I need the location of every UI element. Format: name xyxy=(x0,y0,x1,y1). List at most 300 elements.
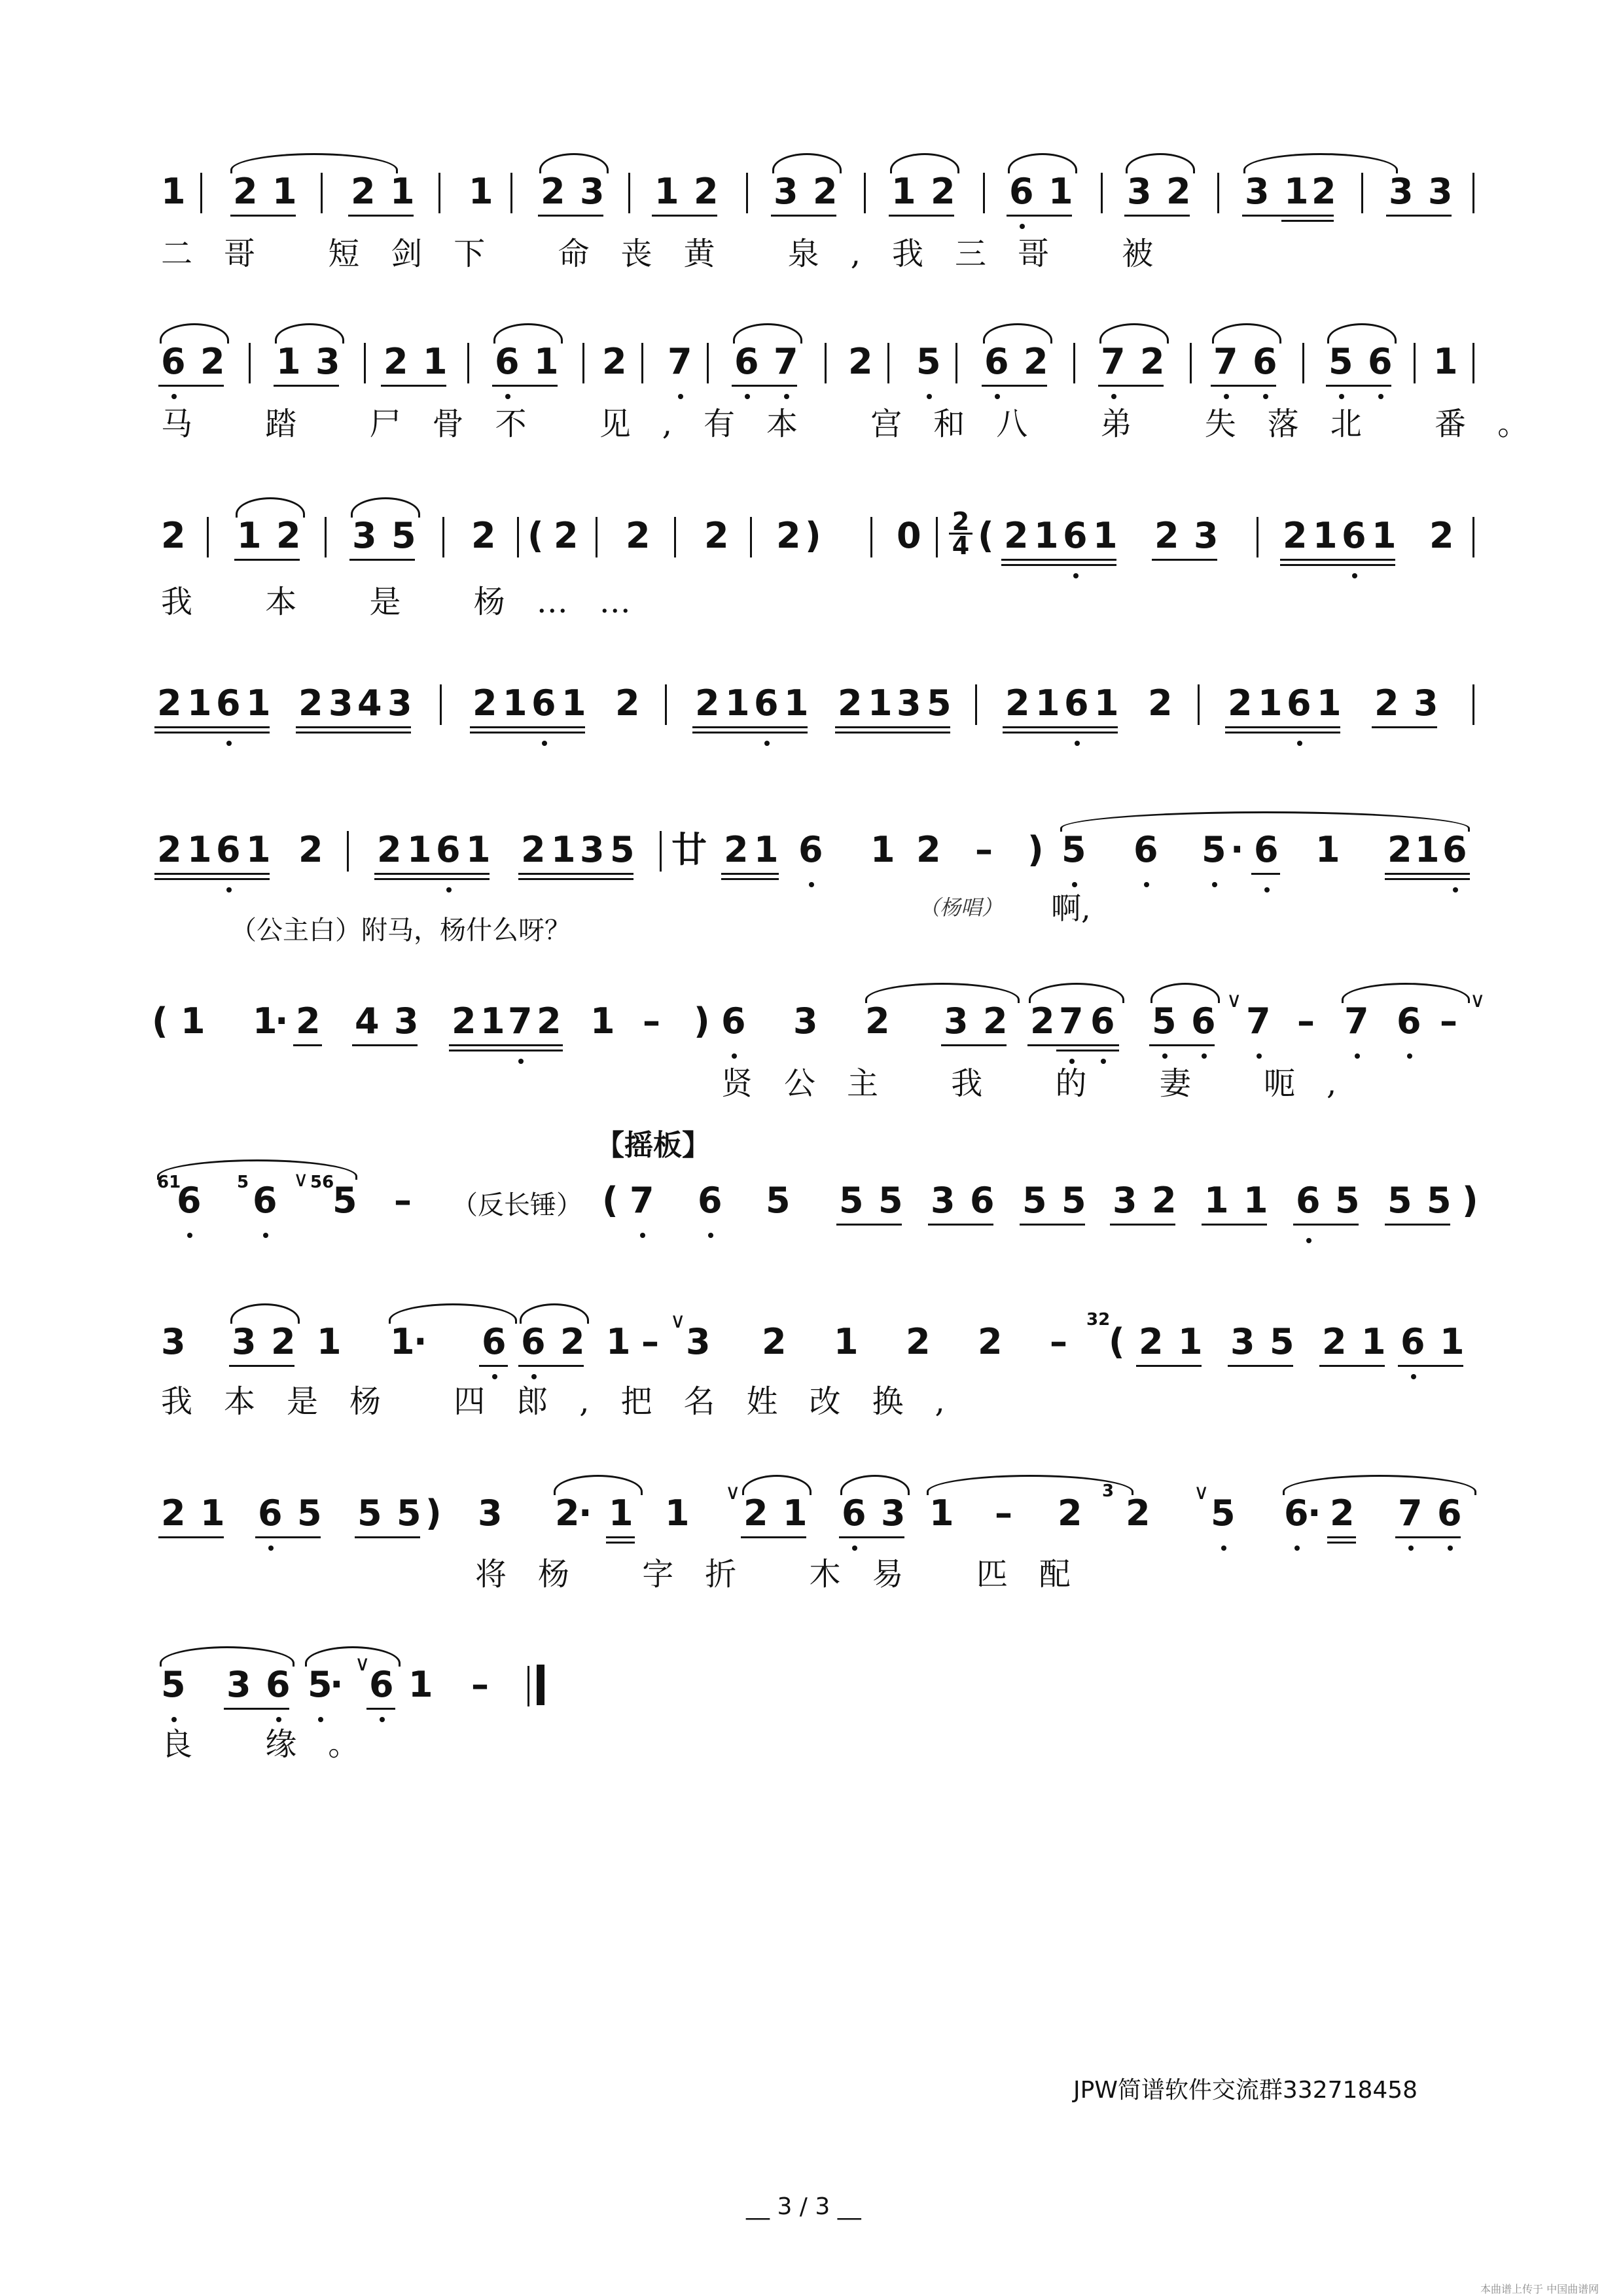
lyric-row-8 xyxy=(157,1382,1479,1428)
dash: – xyxy=(1440,1000,1457,1042)
underline xyxy=(1398,1365,1463,1367)
note: 5 xyxy=(391,515,416,556)
note: 1 xyxy=(1243,1180,1268,1221)
low-dot xyxy=(276,1717,281,1722)
low-dot xyxy=(1453,887,1458,892)
underline xyxy=(652,215,717,217)
note: 3 xyxy=(1428,171,1453,212)
note: 6 xyxy=(216,829,241,870)
note: 1 xyxy=(1433,341,1458,382)
note: 6 xyxy=(161,341,186,382)
barline xyxy=(325,517,327,557)
note: 1 xyxy=(407,829,432,870)
lyric-row-6 xyxy=(157,1064,1479,1110)
note: 3 xyxy=(897,682,921,724)
paren-open: ( xyxy=(152,1000,168,1042)
low-dot xyxy=(1339,394,1344,399)
low-dot xyxy=(1212,882,1217,887)
notation-row-1 xyxy=(157,169,1479,228)
note: 1 xyxy=(1372,515,1397,556)
note: 2 xyxy=(1374,682,1399,724)
dai-symbol: 廿 xyxy=(671,829,707,870)
barline xyxy=(746,173,748,213)
time-signature-top: 2 xyxy=(949,510,972,535)
low-dot xyxy=(268,1545,274,1551)
low-dot xyxy=(1355,1053,1360,1059)
note: 6 xyxy=(970,1180,995,1221)
underline xyxy=(835,732,950,733)
underline xyxy=(1007,215,1072,217)
note: 3 xyxy=(1127,171,1152,212)
low-dot xyxy=(784,394,789,399)
note: 6 xyxy=(177,1180,202,1221)
paren-close: ) xyxy=(805,515,821,556)
barline xyxy=(517,517,519,557)
low-dot xyxy=(809,882,814,887)
aug-dot: · xyxy=(275,1000,289,1042)
underline xyxy=(1293,1224,1359,1226)
note: 2 xyxy=(694,171,719,212)
low-dot xyxy=(1020,224,1025,229)
barline xyxy=(870,517,872,557)
barline xyxy=(1073,343,1075,383)
low-dot xyxy=(1263,394,1268,399)
note: 6 xyxy=(1133,829,1158,870)
note: 2 xyxy=(1058,1492,1082,1534)
note: 2 xyxy=(377,829,402,870)
note: 2 xyxy=(838,682,863,724)
note: 2 xyxy=(161,515,186,556)
note: 3 xyxy=(1245,171,1270,212)
aug-dot: · xyxy=(330,1664,344,1705)
underline xyxy=(1327,1536,1356,1538)
note: 6 xyxy=(984,341,1009,382)
note: 7 xyxy=(668,341,692,382)
barline xyxy=(983,173,985,213)
underline xyxy=(374,878,490,880)
note: 5 xyxy=(1427,1180,1452,1221)
note: 5 xyxy=(332,1180,357,1221)
note: 1 xyxy=(246,829,271,870)
underline xyxy=(1280,559,1395,561)
underline xyxy=(352,1044,418,1046)
barline xyxy=(887,343,889,383)
barline xyxy=(1257,517,1258,557)
note: 2 xyxy=(200,341,225,382)
note: 3 xyxy=(686,1321,711,1362)
note: 6 xyxy=(734,341,759,382)
note: 2 xyxy=(541,171,565,212)
note: 6 xyxy=(1090,1000,1115,1042)
underline xyxy=(741,1536,806,1538)
notation-row-5 xyxy=(157,827,1479,886)
note: 3 xyxy=(774,171,798,212)
underline xyxy=(1385,1224,1450,1226)
note: 1 xyxy=(606,1321,631,1362)
note: 2 xyxy=(724,829,749,870)
note: 1 xyxy=(408,1664,433,1705)
note: 1 xyxy=(1034,515,1059,556)
underline xyxy=(538,215,603,217)
low-dot xyxy=(1448,1545,1453,1551)
note: 2 xyxy=(1140,341,1165,382)
underline xyxy=(518,873,633,875)
note: 2 xyxy=(1152,1180,1177,1221)
note: 6 xyxy=(1254,829,1279,870)
note: 2 xyxy=(383,341,408,382)
underline xyxy=(1386,215,1452,217)
underline xyxy=(1251,873,1280,875)
watermark: 本曲谱上传于 中国曲谱网 xyxy=(1480,2283,1599,2295)
note: 6 xyxy=(1400,1321,1425,1362)
underline xyxy=(154,726,270,728)
barline xyxy=(628,173,630,213)
lyric-text: 将杨 字折 木易 匹配 xyxy=(475,1556,1102,1593)
note: 5 xyxy=(1329,341,1353,382)
underline xyxy=(1281,220,1334,222)
note: 1 xyxy=(1035,682,1060,724)
lyric-text: 我 本 是 杨…… xyxy=(161,584,662,620)
note: 7 xyxy=(1344,1000,1369,1042)
underline xyxy=(234,559,300,561)
note: 2 xyxy=(276,515,301,556)
aug-dot: · xyxy=(1230,829,1244,870)
barline xyxy=(660,831,662,872)
underline xyxy=(479,1365,508,1367)
time-signature xyxy=(949,507,972,560)
note: 1 xyxy=(181,1000,205,1042)
note: 2 xyxy=(271,1321,296,1362)
note: 2 xyxy=(848,341,873,382)
note: 4 xyxy=(355,1000,380,1042)
low-dot xyxy=(708,1233,713,1238)
underline xyxy=(229,1365,294,1367)
note: 3 xyxy=(478,1492,503,1534)
low-dot xyxy=(678,394,683,399)
low-dot xyxy=(852,1545,857,1551)
underline xyxy=(1228,1365,1293,1367)
barline xyxy=(582,343,584,383)
note: 1 xyxy=(1178,1321,1203,1362)
barline xyxy=(207,517,209,557)
note: 6 xyxy=(253,1180,277,1221)
note: 1 xyxy=(1361,1321,1386,1362)
note: 5 xyxy=(766,1180,791,1221)
aug-dot: · xyxy=(579,1492,592,1534)
underline xyxy=(771,215,836,217)
underline xyxy=(255,1536,321,1538)
low-dot xyxy=(171,1717,177,1722)
note: 6 xyxy=(1368,341,1393,382)
note: 1 xyxy=(534,341,559,382)
note: 1 xyxy=(390,171,415,212)
note: 6 xyxy=(1191,1000,1216,1042)
note: 1 xyxy=(466,829,491,870)
paren-close: ) xyxy=(694,1000,710,1042)
underline xyxy=(1056,1050,1119,1051)
underline xyxy=(1001,564,1116,566)
note: 7 xyxy=(774,341,798,382)
underline xyxy=(889,215,954,217)
note: 1 xyxy=(161,171,186,212)
underline xyxy=(349,559,415,561)
underline xyxy=(1326,385,1391,387)
note: 3 xyxy=(232,1321,257,1362)
paren-close: ) xyxy=(1027,829,1044,870)
note: 7 xyxy=(508,1000,533,1042)
singer-marker: （杨唱） xyxy=(919,895,1003,920)
note: 1 xyxy=(868,682,893,724)
barline xyxy=(321,173,323,213)
notation-row-10 xyxy=(157,1651,1479,1721)
barline xyxy=(1472,173,1474,213)
note: 1 xyxy=(725,682,750,724)
barline xyxy=(955,343,957,383)
note: 1 xyxy=(891,171,916,212)
note: 2 xyxy=(452,1000,476,1042)
barline xyxy=(1302,343,1304,383)
note: 2 xyxy=(1283,515,1308,556)
section-label: 【摇板】 xyxy=(596,1129,711,1162)
note: 6 xyxy=(842,1492,866,1534)
paren-close: ) xyxy=(1462,1180,1478,1221)
low-dot xyxy=(492,1374,497,1379)
underline xyxy=(1110,1224,1175,1226)
note: 1 xyxy=(551,829,576,870)
underline xyxy=(941,1044,1007,1046)
note: 5 xyxy=(1061,1180,1086,1221)
underline xyxy=(1242,215,1334,217)
note: 1 xyxy=(1317,682,1342,724)
note: 6 xyxy=(1063,515,1088,556)
note: 2 xyxy=(298,682,323,724)
underline xyxy=(1319,1365,1385,1367)
barline xyxy=(347,831,349,872)
note: 6 xyxy=(482,1321,507,1362)
note: 6 xyxy=(754,682,779,724)
low-dot xyxy=(446,887,452,892)
lyric-text: 我本是杨 四郎,把名姓改换, xyxy=(161,1383,976,1420)
note: 1 xyxy=(1415,829,1440,870)
low-dot xyxy=(318,1717,323,1722)
low-dot xyxy=(505,394,510,399)
notation-row-6 xyxy=(152,987,1486,1057)
dash: – xyxy=(394,1180,412,1221)
note: 5 xyxy=(397,1492,421,1534)
note: 2 xyxy=(157,829,182,870)
underline xyxy=(1395,1536,1461,1538)
note: 5 xyxy=(308,1664,332,1705)
paren-open: ( xyxy=(978,515,994,556)
underline xyxy=(158,1536,224,1538)
note: 3 xyxy=(1113,1180,1137,1221)
barline xyxy=(641,343,643,383)
note: 5 xyxy=(161,1664,186,1705)
note: 2 xyxy=(916,829,941,870)
grace-note: 61 xyxy=(157,1173,181,1192)
note: 1 xyxy=(1094,682,1119,724)
barline xyxy=(1472,343,1474,383)
low-dot xyxy=(745,394,750,399)
underline xyxy=(1020,1224,1085,1226)
note: 6 xyxy=(531,682,556,724)
low-dot xyxy=(1407,1053,1412,1059)
low-dot xyxy=(1069,1059,1075,1064)
underline xyxy=(928,1224,993,1226)
note: 3 xyxy=(387,682,412,724)
note: 2 xyxy=(695,682,720,724)
note: 7 xyxy=(630,1180,654,1221)
note: 2 xyxy=(296,1000,321,1042)
breath-mark: ∨ xyxy=(1226,987,1242,1012)
low-dot xyxy=(995,394,1000,399)
note: 3 xyxy=(580,171,605,212)
note: 3 xyxy=(315,341,340,382)
note: 2 xyxy=(157,682,182,724)
low-dot xyxy=(226,741,232,746)
note: 2 xyxy=(554,515,579,556)
dash: – xyxy=(975,829,993,870)
note: 2 xyxy=(615,682,640,724)
barline xyxy=(364,343,366,383)
note: 6 xyxy=(721,1000,746,1042)
low-dot xyxy=(764,741,770,746)
note: 6 xyxy=(1064,682,1089,724)
lyric-text: 啊, xyxy=(1051,891,1091,926)
note: 3 xyxy=(580,829,605,870)
note: 2 xyxy=(626,515,651,556)
low-dot xyxy=(1297,741,1302,746)
underline xyxy=(518,878,633,880)
note: 1 xyxy=(272,171,297,212)
time-signature-bottom: 4 xyxy=(952,531,970,560)
underline xyxy=(230,215,296,217)
note: 3 xyxy=(1414,682,1438,724)
barline xyxy=(1472,684,1474,725)
lyric-row-9 xyxy=(157,1555,1479,1600)
note: 3 xyxy=(352,515,377,556)
note: 3 xyxy=(881,1492,906,1534)
note: 2 xyxy=(1004,515,1029,556)
footer-group-text: JPW简谱软件交流群332718458 xyxy=(1073,2077,1418,2104)
note: 6 xyxy=(436,829,461,870)
note: 1 xyxy=(590,1000,615,1042)
notation-row-4 xyxy=(157,680,1479,739)
low-dot xyxy=(1111,394,1116,399)
paren-open: ( xyxy=(602,1180,618,1221)
underline xyxy=(296,726,411,728)
lyric-text: 贤公主 我 的 妻 呃, xyxy=(721,1065,1368,1102)
barline xyxy=(674,517,676,557)
note: 2 xyxy=(537,1000,562,1042)
underline xyxy=(154,732,270,733)
note: 3 xyxy=(793,1000,818,1042)
breath-mark: ∨ xyxy=(1470,987,1486,1012)
low-dot xyxy=(1202,1053,1207,1059)
note: 2 xyxy=(931,171,955,212)
dash: – xyxy=(641,1321,659,1362)
spoken-line: （公主白）附马，杨什么呀？ xyxy=(230,915,571,945)
aug-dot: · xyxy=(1308,1492,1321,1534)
underline xyxy=(1211,385,1276,387)
underline xyxy=(1372,726,1437,728)
note: 2 xyxy=(471,515,496,556)
note: 1 xyxy=(276,341,301,382)
low-dot xyxy=(1306,1238,1311,1243)
breath-mark: ∨ xyxy=(1194,1479,1209,1504)
note: 2 xyxy=(1154,515,1179,556)
barline xyxy=(440,684,442,725)
note: 1 xyxy=(423,341,448,382)
note: 5 xyxy=(357,1492,382,1534)
barline xyxy=(438,173,440,213)
note: 1 xyxy=(469,171,493,212)
barline xyxy=(1414,343,1416,383)
underline xyxy=(1385,878,1470,880)
barline xyxy=(1361,173,1363,213)
underline xyxy=(606,1542,635,1544)
note: 2 xyxy=(762,1321,787,1362)
note: 5 xyxy=(1270,1321,1294,1362)
barline xyxy=(1190,343,1192,383)
note: 6 xyxy=(1009,171,1034,212)
note: 1 xyxy=(1315,829,1340,870)
paren-open: ( xyxy=(527,515,544,556)
note: 7 xyxy=(1246,1000,1271,1042)
barline xyxy=(750,517,752,557)
note: 3 xyxy=(161,1321,186,1362)
underline xyxy=(721,878,779,880)
note: 5 xyxy=(916,341,941,382)
note: 6 xyxy=(1437,1492,1462,1534)
note: 2 xyxy=(704,515,729,556)
note: 0 xyxy=(897,515,921,556)
note: 1 xyxy=(754,829,779,870)
underline xyxy=(154,878,270,880)
note: 5 xyxy=(1152,1000,1177,1042)
barline xyxy=(467,343,469,383)
note: 2 xyxy=(906,1321,931,1362)
dash: – xyxy=(643,1000,660,1042)
note: 1 xyxy=(390,1321,415,1362)
note: 1 xyxy=(1093,515,1118,556)
note: 1 xyxy=(929,1492,954,1534)
underline xyxy=(1136,1365,1202,1367)
lyric-text: 二哥 短剑下 命丧黄 泉,我三哥 被 xyxy=(161,236,1185,272)
underline xyxy=(470,732,585,733)
underline xyxy=(381,385,446,387)
note: 2 xyxy=(555,1492,580,1534)
note: 1 xyxy=(503,682,527,724)
note: 1 xyxy=(253,1000,277,1042)
barline xyxy=(1472,517,1474,557)
note: 5 xyxy=(839,1180,864,1221)
underline xyxy=(1003,732,1118,733)
underline xyxy=(1152,559,1217,561)
note: 5 xyxy=(927,682,952,724)
note: 5 xyxy=(1211,1492,1236,1534)
low-dot xyxy=(1144,882,1149,887)
note: 2 xyxy=(1024,341,1048,382)
note: 6 xyxy=(266,1664,291,1705)
note: 2 xyxy=(1148,682,1173,724)
low-dot xyxy=(1352,573,1357,578)
lyric-row-2 xyxy=(157,404,1561,450)
underline xyxy=(366,1708,395,1710)
barline xyxy=(527,1666,529,1706)
underline xyxy=(1385,873,1470,875)
note: 2 xyxy=(161,1492,186,1534)
